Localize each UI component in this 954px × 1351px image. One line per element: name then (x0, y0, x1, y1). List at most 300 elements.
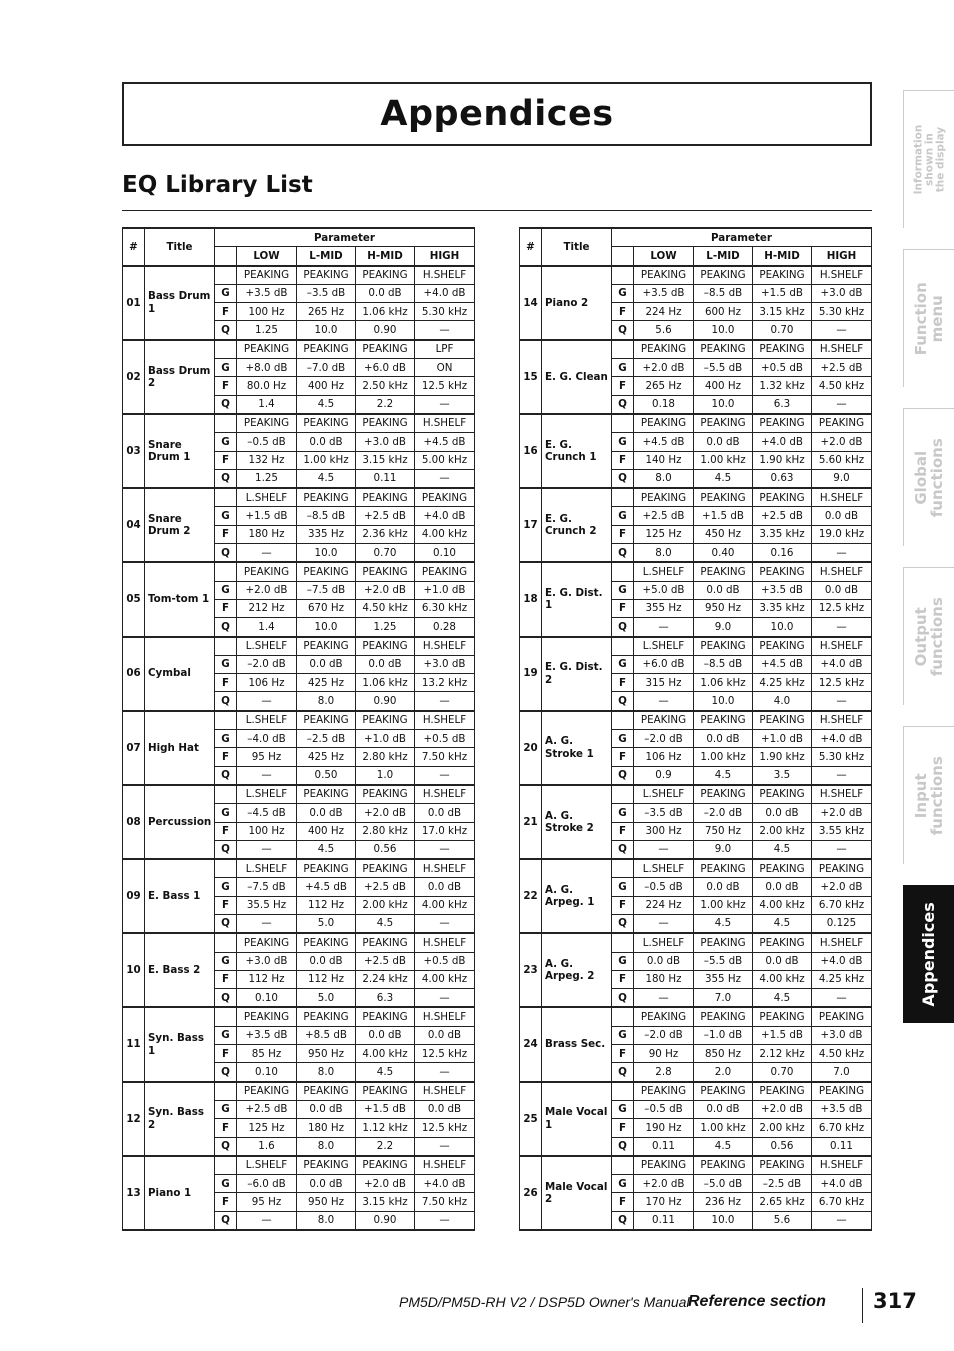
band-value: 4.5 (694, 766, 753, 785)
band-type: PEAKING (297, 414, 356, 433)
table-row (123, 1007, 475, 1026)
band-type: PEAKING (297, 933, 356, 952)
band-type: PEAKING (356, 562, 415, 581)
band-type: L.SHELF (634, 933, 694, 952)
band-value: 8.0 (297, 1137, 356, 1156)
band-value: 0.0 dB (812, 507, 872, 525)
preset-title: E. G. Dist. 2 (542, 637, 612, 711)
row-label: G (215, 804, 237, 822)
band-type: PEAKING (694, 711, 753, 730)
row-label: Q (612, 544, 634, 563)
row-label-blank (215, 785, 237, 804)
preset-number: 07 (123, 711, 145, 785)
band-value: 1.25 (237, 321, 297, 340)
band-value: –0.5 dB (237, 433, 297, 451)
header-parameter: Parameter (215, 228, 475, 247)
row-label-blank (215, 711, 237, 730)
band-value: –8.5 dB (297, 507, 356, 525)
band-value: 4.25 kHz (753, 674, 812, 692)
preset-title: Snare Drum 2 (145, 488, 215, 562)
band-value: 0.0 dB (753, 804, 812, 822)
band-value: 1.00 kHz (297, 451, 356, 469)
row-label-blank (612, 1007, 634, 1026)
band-type: PEAKING (356, 266, 415, 285)
table-row (123, 266, 475, 285)
band-value: 190 Hz (634, 1119, 694, 1137)
table-row (123, 859, 475, 878)
band-value: 5.30 kHz (415, 303, 475, 321)
band-value: 2.00 kHz (753, 822, 812, 840)
band-type: L.SHELF (237, 785, 297, 804)
table-row (123, 933, 475, 952)
band-value: 10.0 (694, 395, 753, 414)
preset-number: 26 (520, 1156, 542, 1230)
row-label: G (215, 359, 237, 377)
band-value: 0.11 (356, 469, 415, 488)
band-value: — (237, 1211, 297, 1230)
row-label: Q (612, 1137, 634, 1156)
band-type: PEAKING (634, 1156, 694, 1175)
band-value: 12.5 kHz (812, 599, 872, 617)
row-label-blank (215, 637, 237, 656)
band-value: 80.0 Hz (237, 377, 297, 395)
band-value: 236 Hz (694, 1193, 753, 1211)
row-label: F (215, 451, 237, 469)
band-value: 1.06 kHz (356, 674, 415, 692)
band-value: 7.0 (694, 989, 753, 1008)
band-type: H.SHELF (812, 266, 872, 285)
row-label: F (215, 822, 237, 840)
band-type: PEAKING (297, 266, 356, 285)
band-value: –7.5 dB (237, 878, 297, 896)
band-value: +3.5 dB (753, 581, 812, 599)
preset-number: 06 (123, 637, 145, 711)
side-tab-label: Information shown in the display (911, 124, 947, 195)
row-label: Q (612, 692, 634, 711)
band-type: PEAKING (753, 785, 812, 804)
band-value: 1.32 kHz (753, 377, 812, 395)
table-row (520, 414, 872, 433)
band-value: 112 Hz (297, 896, 356, 914)
band-value: 5.00 kHz (415, 451, 475, 469)
band-value: +6.0 dB (634, 655, 694, 673)
band-value: 1.06 kHz (356, 303, 415, 321)
preset-title: Male Vocal 2 (542, 1156, 612, 1230)
side-tab-label: Global functions (911, 438, 946, 517)
band-type: PEAKING (237, 1007, 297, 1026)
row-label: G (612, 1175, 634, 1193)
band-value: 180 Hz (634, 970, 694, 988)
preset-title: E. G. Clean (542, 340, 612, 414)
header-band: LOW (634, 247, 694, 266)
band-value: 0.10 (237, 989, 297, 1008)
band-value: +1.5 dB (356, 1100, 415, 1118)
side-tab-input-functions[interactable] (903, 726, 954, 864)
band-type: PEAKING (753, 1007, 812, 1026)
band-value: +2.0 dB (237, 581, 297, 599)
band-value: –0.5 dB (634, 878, 694, 896)
header-band: HIGH (812, 247, 872, 266)
band-value: 315 Hz (634, 674, 694, 692)
band-value: 0.0 dB (634, 952, 694, 970)
band-value: — (237, 840, 297, 859)
row-label: F (215, 970, 237, 988)
band-value: 13.2 kHz (415, 674, 475, 692)
band-value: 180 Hz (237, 525, 297, 543)
band-value: 4.50 kHz (356, 599, 415, 617)
band-value: 1.00 kHz (694, 896, 753, 914)
band-value: 1.00 kHz (694, 1119, 753, 1137)
band-value: 265 Hz (297, 303, 356, 321)
band-value: 5.6 (634, 321, 694, 340)
band-value: — (237, 544, 297, 563)
band-value: 4.5 (694, 1137, 753, 1156)
band-value: 0.0 dB (694, 581, 753, 599)
band-value: — (237, 692, 297, 711)
band-value: +2.0 dB (356, 1175, 415, 1193)
band-value: 7.50 kHz (415, 1193, 475, 1211)
band-value: 125 Hz (237, 1119, 297, 1137)
band-value: 400 Hz (297, 822, 356, 840)
band-type: PEAKING (753, 711, 812, 730)
band-value: — (415, 1063, 475, 1082)
band-value: — (812, 544, 872, 563)
row-label: G (612, 1026, 634, 1044)
page-number: 317 (873, 1289, 917, 1313)
row-label-blank (215, 1007, 237, 1026)
band-type: PEAKING (694, 1007, 753, 1026)
band-type: PEAKING (297, 637, 356, 656)
band-value: +3.5 dB (237, 1026, 297, 1044)
band-value: +1.5 dB (753, 284, 812, 302)
header-parameter: Parameter (612, 228, 872, 247)
row-label-blank (612, 637, 634, 656)
band-value: +3.0 dB (812, 284, 872, 302)
table-row (123, 414, 475, 433)
band-value: 7.0 (812, 1063, 872, 1082)
band-value: — (415, 989, 475, 1008)
preset-title: Syn. Bass 1 (145, 1007, 215, 1081)
band-type: L.SHELF (634, 637, 694, 656)
section-divider (122, 210, 872, 211)
band-type: PEAKING (753, 1156, 812, 1175)
band-value: –2.0 dB (694, 804, 753, 822)
band-value: 950 Hz (694, 599, 753, 617)
band-value: 12.5 kHz (415, 377, 475, 395)
band-value: +8.0 dB (237, 359, 297, 377)
band-type: PEAKING (297, 562, 356, 581)
band-value: 8.0 (297, 1063, 356, 1082)
preset-title: E. Bass 2 (145, 933, 215, 1007)
band-value: — (415, 1137, 475, 1156)
band-value: +4.0 dB (415, 1175, 475, 1193)
band-type: PEAKING (694, 414, 753, 433)
row-label: Q (215, 914, 237, 933)
header-title: Title (542, 228, 612, 266)
preset-number: 19 (520, 637, 542, 711)
band-type: PEAKING (415, 488, 475, 507)
row-label: Q (612, 618, 634, 637)
row-label-blank (612, 488, 634, 507)
row-label-blank (215, 340, 237, 359)
table-row (520, 340, 872, 359)
band-value: +2.0 dB (753, 1100, 812, 1118)
table-row (123, 340, 475, 359)
band-value: +3.0 dB (812, 1026, 872, 1044)
preset-number: 03 (123, 414, 145, 488)
band-value: 4.5 (694, 469, 753, 488)
row-label-blank (612, 1156, 634, 1175)
band-value: +4.5 dB (753, 655, 812, 673)
band-value: +3.0 dB (237, 952, 297, 970)
band-value: +1.0 dB (753, 730, 812, 748)
preset-number: 23 (520, 933, 542, 1007)
band-value: 1.90 kHz (753, 748, 812, 766)
header-blank (612, 247, 634, 266)
preset-title: A. G. Stroke 1 (542, 711, 612, 785)
preset-number: 22 (520, 859, 542, 933)
band-value: –2.5 dB (297, 730, 356, 748)
band-value: 8.0 (297, 1211, 356, 1230)
side-tab-appendices[interactable] (903, 885, 954, 1023)
band-value: 0.0 dB (356, 284, 415, 302)
band-value: +0.5 dB (415, 730, 475, 748)
table-row (520, 488, 872, 507)
band-value: 6.30 kHz (415, 599, 475, 617)
band-value: 1.00 kHz (694, 451, 753, 469)
preset-number: 21 (520, 785, 542, 859)
side-tab-information[interactable] (903, 90, 954, 228)
band-value: 0.70 (753, 321, 812, 340)
band-type: PEAKING (415, 562, 475, 581)
band-type: H.SHELF (415, 637, 475, 656)
row-label: F (215, 674, 237, 692)
band-value: 1.06 kHz (694, 674, 753, 692)
band-type: PEAKING (753, 414, 812, 433)
table-row (520, 637, 872, 656)
band-type: H.SHELF (415, 785, 475, 804)
preset-number: 15 (520, 340, 542, 414)
band-value: 1.0 (356, 766, 415, 785)
preset-number: 17 (520, 488, 542, 562)
band-value: — (634, 914, 694, 933)
row-label-blank (612, 859, 634, 878)
band-value: 2.36 kHz (356, 525, 415, 543)
band-type: H.SHELF (812, 785, 872, 804)
preset-number: 10 (123, 933, 145, 1007)
preset-title: Male Vocal 1 (542, 1082, 612, 1156)
band-type: PEAKING (694, 637, 753, 656)
band-value: 0.0 dB (356, 1026, 415, 1044)
row-label-blank (612, 711, 634, 730)
band-value: — (812, 1211, 872, 1230)
band-value: 0.16 (753, 544, 812, 563)
band-type: PEAKING (297, 1156, 356, 1175)
row-label: G (215, 655, 237, 673)
band-value: 7.50 kHz (415, 748, 475, 766)
band-type: L.SHELF (237, 637, 297, 656)
band-value: 4.0 (753, 692, 812, 711)
band-value: 0.11 (634, 1137, 694, 1156)
row-label: G (215, 507, 237, 525)
band-type: PEAKING (753, 488, 812, 507)
band-value: 0.0 dB (694, 433, 753, 451)
band-value: 2.2 (356, 395, 415, 414)
row-label: Q (215, 618, 237, 637)
band-value: 2.0 (694, 1063, 753, 1082)
header-num: # (520, 228, 542, 266)
band-value: 4.5 (356, 914, 415, 933)
band-value: +2.5 dB (237, 1100, 297, 1118)
band-value: 3.15 kHz (356, 1193, 415, 1211)
band-value: +2.5 dB (356, 878, 415, 896)
band-type: PEAKING (753, 266, 812, 285)
side-tab-output-functions[interactable] (903, 567, 954, 705)
row-label: F (215, 896, 237, 914)
band-value: –7.5 dB (297, 581, 356, 599)
table-row (520, 266, 872, 285)
row-label: F (215, 599, 237, 617)
band-value: 950 Hz (297, 1045, 356, 1063)
band-value: –1.0 dB (694, 1026, 753, 1044)
band-value: — (812, 395, 872, 414)
row-label: F (612, 970, 634, 988)
band-value: 0.0 dB (297, 655, 356, 673)
row-label: G (215, 952, 237, 970)
band-value: –4.0 dB (237, 730, 297, 748)
side-tab-global-functions[interactable] (903, 408, 954, 546)
band-type: H.SHELF (415, 1156, 475, 1175)
band-type: H.SHELF (812, 711, 872, 730)
band-value: 6.70 kHz (812, 1119, 872, 1137)
band-value: –8.5 dB (694, 655, 753, 673)
band-value: –5.0 dB (694, 1175, 753, 1193)
band-type: H.SHELF (812, 340, 872, 359)
row-label: Q (215, 469, 237, 488)
band-value: +0.5 dB (753, 359, 812, 377)
header-band: LOW (237, 247, 297, 266)
band-value: — (415, 469, 475, 488)
band-value: 0.0 dB (694, 730, 753, 748)
band-value: 112 Hz (237, 970, 297, 988)
band-value: 0.0 dB (415, 1100, 475, 1118)
row-label: F (215, 748, 237, 766)
band-value: –5.5 dB (694, 359, 753, 377)
band-value: +3.5 dB (634, 284, 694, 302)
row-label-blank (215, 933, 237, 952)
row-label: F (612, 674, 634, 692)
side-tab-function-menu[interactable] (903, 249, 954, 387)
band-value: 5.30 kHz (812, 748, 872, 766)
band-value: 106 Hz (634, 748, 694, 766)
row-label-blank (215, 1082, 237, 1101)
band-value: 4.5 (297, 469, 356, 488)
band-type: H.SHELF (415, 414, 475, 433)
band-value: +4.0 dB (812, 730, 872, 748)
band-value: +4.0 dB (415, 507, 475, 525)
band-value: 10.0 (753, 618, 812, 637)
band-value: 670 Hz (297, 599, 356, 617)
band-value: 5.6 (753, 1211, 812, 1230)
header-num: # (123, 228, 145, 266)
band-type: PEAKING (753, 1082, 812, 1101)
band-value: 0.0 dB (297, 1175, 356, 1193)
row-label: F (612, 1045, 634, 1063)
preset-number: 12 (123, 1082, 145, 1156)
band-type: PEAKING (753, 340, 812, 359)
band-type: PEAKING (297, 340, 356, 359)
band-type: H.SHELF (415, 1007, 475, 1026)
band-value: 106 Hz (237, 674, 297, 692)
preset-title: High Hat (145, 711, 215, 785)
preset-number: 20 (520, 711, 542, 785)
row-label-blank (612, 414, 634, 433)
row-label-blank (215, 266, 237, 285)
eq-library-table-right (519, 227, 872, 1231)
table-row (123, 1156, 475, 1175)
band-value: 355 Hz (634, 599, 694, 617)
band-type: H.SHELF (812, 562, 872, 581)
row-label: Q (215, 1211, 237, 1230)
band-type: PEAKING (237, 340, 297, 359)
row-label-blank (215, 1156, 237, 1175)
band-value: 132 Hz (237, 451, 297, 469)
band-value: +2.5 dB (356, 952, 415, 970)
band-value: 400 Hz (694, 377, 753, 395)
row-label: Q (215, 1137, 237, 1156)
side-tab-label: Output functions (911, 597, 946, 676)
row-label: Q (215, 321, 237, 340)
band-value: 0.0 dB (694, 878, 753, 896)
band-value: — (415, 1211, 475, 1230)
band-value: –5.5 dB (694, 952, 753, 970)
row-label: F (215, 1045, 237, 1063)
band-value: 2.65 kHz (753, 1193, 812, 1211)
band-type: PEAKING (356, 859, 415, 878)
row-label: Q (215, 840, 237, 859)
band-value: +6.0 dB (356, 359, 415, 377)
band-type: PEAKING (237, 1082, 297, 1101)
band-type: PEAKING (634, 340, 694, 359)
band-type: PEAKING (694, 488, 753, 507)
row-label: G (612, 730, 634, 748)
band-value: +1.5 dB (753, 1026, 812, 1044)
band-value: 0.0 dB (694, 1100, 753, 1118)
band-value: +1.5 dB (694, 507, 753, 525)
band-value: +4.0 dB (812, 952, 872, 970)
band-value: +2.5 dB (753, 507, 812, 525)
header-band: HIGH (415, 247, 475, 266)
band-value: 0.0 dB (812, 581, 872, 599)
row-label: G (612, 878, 634, 896)
band-value: +0.5 dB (415, 952, 475, 970)
band-value: — (415, 766, 475, 785)
preset-title: E. G. Dist. 1 (542, 562, 612, 636)
band-type: PEAKING (356, 1007, 415, 1026)
band-value: 8.0 (634, 469, 694, 488)
band-value: 35.5 Hz (237, 896, 297, 914)
table-row (520, 1007, 872, 1026)
table-row (520, 1082, 872, 1101)
band-value: 1.00 kHz (694, 748, 753, 766)
band-type: PEAKING (753, 637, 812, 656)
preset-title: Tom-tom 1 (145, 562, 215, 636)
band-value: +2.0 dB (356, 804, 415, 822)
row-label: G (215, 1026, 237, 1044)
row-label-blank (215, 414, 237, 433)
row-label: Q (215, 989, 237, 1008)
row-label: G (215, 284, 237, 302)
